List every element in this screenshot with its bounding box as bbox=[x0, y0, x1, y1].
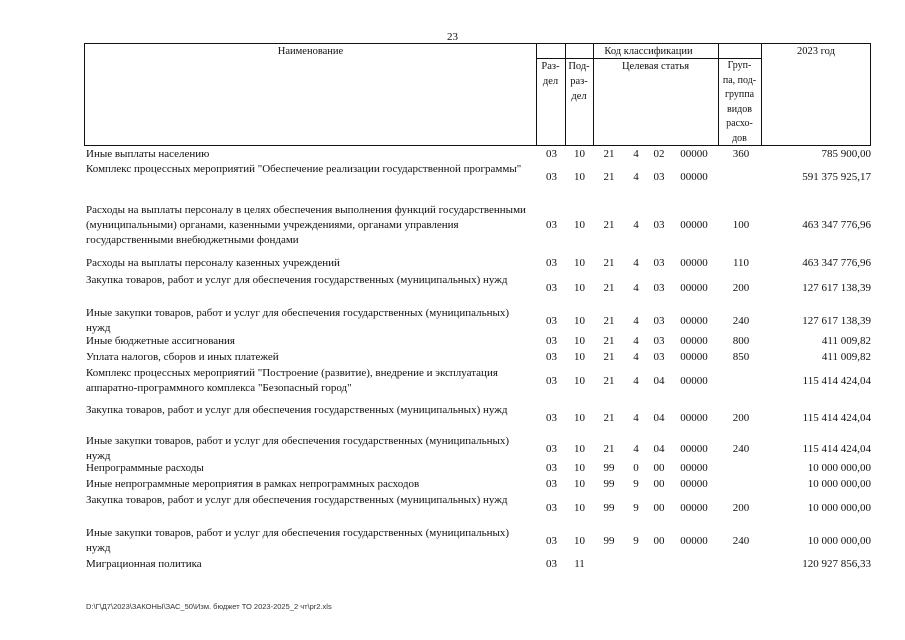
row-code-cs2: 4 bbox=[633, 148, 639, 160]
row-code-cs2: 9 bbox=[633, 501, 639, 514]
row-name: Иные закупки товаров, работ и услуг для обеспечения государственных (муниципальных) нужд bbox=[86, 435, 510, 462]
row-code-cs1: 21 bbox=[603, 351, 615, 363]
row-code-rz: 03 bbox=[546, 257, 557, 269]
page-number: 23 bbox=[447, 31, 458, 43]
table-row bbox=[86, 256, 871, 271]
row-amount: 463 347 776,96 bbox=[802, 219, 871, 231]
row-code-cs2: 9 bbox=[633, 534, 639, 547]
row-code-cs1: 21 bbox=[603, 170, 615, 183]
row-code-rz: 03 bbox=[546, 351, 557, 363]
row-amount: 10 000 000,00 bbox=[807, 534, 871, 547]
row-code-pr: 10 bbox=[574, 281, 585, 294]
row-code-vr: 800 bbox=[732, 335, 750, 347]
row-code-cs3: 03 bbox=[653, 281, 665, 294]
row-code-cs4: 00000 bbox=[680, 411, 708, 424]
row-amount: 120 927 856,33 bbox=[802, 558, 871, 570]
row-code-cs4: 00000 bbox=[680, 534, 708, 547]
row-amount: 411 009,82 bbox=[821, 351, 871, 363]
row-name: Закупка товаров, работ и услуг для обеспечения государственных (муниципальных) нужд bbox=[86, 404, 508, 416]
row-code-pr: 10 bbox=[574, 534, 585, 547]
row-code-rz: 03 bbox=[546, 462, 557, 474]
row-code-cs3: 03 bbox=[653, 257, 665, 269]
row-code-pr: 10 bbox=[574, 335, 585, 347]
row-code-cs4: 00000 bbox=[680, 148, 708, 160]
table-row bbox=[86, 526, 871, 556]
row-code-cs4: 00000 bbox=[680, 462, 708, 474]
table-row bbox=[86, 350, 871, 365]
file-path: D:\Г\Д7\2023\ЗАКОНЫ\ЗАС_50\Изм. бюджет ТО 2023-2025_2 чт\pr2.xls bbox=[86, 602, 332, 611]
row-code-rz: 03 bbox=[546, 148, 557, 160]
row-code-cs1: 99 bbox=[603, 534, 615, 547]
row-code-cs1: 21 bbox=[603, 148, 615, 160]
row-name: Непрограммные расходы bbox=[86, 462, 204, 474]
row-code-cs3: 00 bbox=[653, 501, 665, 514]
header-name: Наименование bbox=[277, 46, 344, 57]
row-code-cs4: 00000 bbox=[680, 170, 708, 183]
row-code-cs3: 00 bbox=[653, 534, 665, 547]
row-code-cs4: 00000 bbox=[680, 351, 708, 363]
row-code-pr: 10 bbox=[574, 170, 585, 183]
row-code-rz: 03 bbox=[546, 478, 557, 490]
table-row bbox=[86, 493, 871, 523]
row-code-pr: 10 bbox=[574, 411, 585, 424]
table-row bbox=[86, 366, 871, 396]
row-code-vr: 200 bbox=[732, 281, 750, 294]
header-section: Раз- дел bbox=[541, 61, 560, 87]
row-name: Комплекс процессных мероприятий "Построение (развитие), внедрение и эксплуатация аппаратно-программного комплекса "Безопасный город" bbox=[86, 367, 498, 394]
table-row bbox=[86, 477, 871, 492]
row-amount: 591 375 925,17 bbox=[802, 170, 871, 183]
row-code-cs4: 00000 bbox=[680, 478, 708, 490]
row-amount: 411 009,82 bbox=[821, 335, 871, 347]
row-code-rz: 03 bbox=[546, 501, 557, 514]
row-code-cs3: 03 bbox=[653, 219, 665, 231]
row-code-cs1: 99 bbox=[603, 501, 615, 514]
row-name: Иные закупки товаров, работ и услуг для обеспечения государственных (муниципальных) нужд bbox=[86, 307, 510, 334]
row-code-pr: 10 bbox=[574, 314, 585, 327]
row-code-cs4: 00000 bbox=[680, 257, 708, 269]
row-amount: 463 347 776,96 bbox=[802, 257, 871, 269]
row-amount: 10 000 000,00 bbox=[807, 478, 871, 490]
row-code-pr: 10 bbox=[574, 374, 585, 387]
row-name: Закупка товаров, работ и услуг для обеспечения государственных (муниципальных) нужд bbox=[86, 494, 508, 506]
header-year: 2023 год bbox=[797, 46, 835, 57]
row-code-vr: 100 bbox=[732, 219, 750, 231]
row-code-cs4: 00000 bbox=[680, 501, 708, 514]
row-code-cs1: 21 bbox=[603, 411, 615, 424]
row-code-cs2: 9 bbox=[633, 478, 639, 490]
row-code-cs2: 4 bbox=[633, 374, 639, 387]
row-code-cs1: 99 bbox=[603, 478, 615, 490]
row-code-rz: 03 bbox=[546, 314, 557, 327]
row-code-cs1: 21 bbox=[603, 314, 615, 327]
row-code-cs3: 00 bbox=[653, 462, 665, 474]
table-row bbox=[86, 403, 871, 433]
row-code-pr: 10 bbox=[574, 442, 585, 455]
row-amount: 115 414 424,04 bbox=[802, 374, 871, 387]
row-code-pr: 10 bbox=[574, 219, 585, 231]
table-row bbox=[86, 461, 871, 476]
row-code-cs3: 04 bbox=[653, 374, 665, 387]
row-code-cs2: 4 bbox=[633, 351, 639, 363]
row-code-cs2: 4 bbox=[633, 442, 639, 455]
row-code-cs2: 4 bbox=[633, 335, 639, 347]
row-code-rz: 03 bbox=[546, 558, 557, 570]
row-code-cs1: 21 bbox=[603, 281, 615, 294]
row-name: Иные бюджетные ассигнования bbox=[86, 335, 235, 347]
row-name: Иные закупки товаров, работ и услуг для обеспечения государственных (муниципальных) нужд bbox=[86, 527, 510, 554]
row-code-cs3: 02 bbox=[653, 148, 665, 160]
row-amount: 785 900,00 bbox=[821, 148, 871, 160]
row-code-vr: 200 bbox=[732, 411, 750, 424]
header-classification: Код классификации bbox=[604, 46, 693, 57]
row-code-cs4: 00000 bbox=[680, 281, 708, 294]
row-code-pr: 10 bbox=[574, 462, 585, 474]
row-code-rz: 03 bbox=[546, 442, 557, 455]
row-code-cs1: 21 bbox=[603, 442, 615, 455]
row-code-vr: 850 bbox=[732, 351, 750, 363]
table-row bbox=[86, 434, 871, 464]
row-amount: 115 414 424,04 bbox=[802, 411, 871, 424]
row-code-rz: 03 bbox=[546, 374, 557, 387]
row-code-vr: 240 bbox=[732, 442, 750, 455]
row-code-cs3: 00 bbox=[653, 478, 665, 490]
row-name: Миграционная политика bbox=[86, 558, 202, 570]
table-row bbox=[86, 273, 871, 303]
row-amount: 10 000 000,00 bbox=[807, 501, 871, 514]
row-name: Расходы на выплаты персоналу казенных учреждений bbox=[86, 257, 340, 269]
row-code-cs3: 04 bbox=[653, 442, 665, 455]
row-name: Закупка товаров, работ и услуг для обеспечения государственных (муниципальных) нужд bbox=[86, 274, 508, 286]
row-code-cs4: 00000 bbox=[680, 335, 708, 347]
row-code-rz: 03 bbox=[546, 170, 557, 183]
row-code-cs1: 99 bbox=[603, 462, 615, 474]
table-header bbox=[84, 43, 871, 146]
row-code-cs2: 4 bbox=[633, 257, 639, 269]
row-code-rz: 03 bbox=[546, 534, 557, 547]
row-name: Иные выплаты населению bbox=[86, 148, 210, 160]
row-code-pr: 10 bbox=[574, 257, 585, 269]
row-code-cs2: 4 bbox=[633, 281, 639, 294]
table-row bbox=[86, 334, 871, 349]
row-code-cs4: 00000 bbox=[680, 219, 708, 231]
row-code-cs2: 4 bbox=[633, 219, 639, 231]
row-code-cs1: 21 bbox=[603, 335, 615, 347]
row-code-vr: 240 bbox=[732, 314, 750, 327]
row-code-vr: 200 bbox=[732, 501, 750, 514]
row-code-cs4: 00000 bbox=[680, 374, 708, 387]
row-name: Комплекс процессных мероприятий "Обеспечение реализации государственной программы" bbox=[86, 163, 522, 175]
table-row bbox=[86, 306, 871, 336]
header-group: Груп- па, под- группа видов расхо- дов bbox=[722, 60, 757, 144]
row-code-cs2: 4 bbox=[633, 170, 639, 183]
row-code-rz: 03 bbox=[546, 219, 557, 231]
table-row bbox=[86, 147, 871, 162]
row-code-vr: 360 bbox=[732, 148, 750, 160]
table-row bbox=[86, 203, 871, 248]
row-code-cs2: 0 bbox=[633, 462, 639, 474]
row-amount: 115 414 424,04 bbox=[802, 442, 871, 455]
table-row bbox=[86, 557, 871, 572]
header-target: Целевая статья bbox=[621, 61, 690, 72]
row-code-cs4: 00000 bbox=[680, 314, 708, 327]
row-code-vr: 240 bbox=[732, 534, 750, 547]
row-code-rz: 03 bbox=[546, 335, 557, 347]
row-code-vr: 110 bbox=[732, 257, 750, 269]
row-code-rz: 03 bbox=[546, 281, 557, 294]
row-name: Иные непрограммные мероприятия в рамках непрограммных расходов bbox=[86, 478, 420, 490]
row-code-cs1: 21 bbox=[603, 374, 615, 387]
row-code-cs1: 21 bbox=[603, 219, 615, 231]
row-amount: 127 617 138,39 bbox=[802, 281, 871, 294]
row-amount: 127 617 138,39 bbox=[802, 314, 871, 327]
row-code-cs2: 4 bbox=[633, 314, 639, 327]
row-code-cs3: 03 bbox=[653, 314, 665, 327]
row-code-cs3: 03 bbox=[653, 335, 665, 347]
row-code-cs3: 03 bbox=[653, 351, 665, 363]
row-code-pr: 11 bbox=[574, 558, 585, 570]
row-code-cs3: 03 bbox=[653, 170, 665, 183]
header-subsection: Под- раз- дел bbox=[568, 61, 590, 102]
row-amount: 10 000 000,00 bbox=[807, 462, 871, 474]
table-row bbox=[86, 162, 871, 192]
row-code-cs3: 04 bbox=[653, 411, 665, 424]
row-code-cs1: 21 bbox=[603, 257, 615, 269]
row-code-pr: 10 bbox=[574, 148, 585, 160]
row-name: Уплата налогов, сборов и иных платежей bbox=[86, 351, 279, 363]
row-code-pr: 10 bbox=[574, 501, 585, 514]
row-code-pr: 10 bbox=[574, 478, 585, 490]
row-code-pr: 10 bbox=[574, 351, 585, 363]
row-code-rz: 03 bbox=[546, 411, 557, 424]
row-code-cs2: 4 bbox=[633, 411, 639, 424]
row-code-cs4: 00000 bbox=[680, 442, 708, 455]
row-name: Расходы на выплаты персоналу в целях обеспечения выполнения функций государственными (муниципальными) органами, казенными учреждениями, органами управления государственными внебюджетными фондами bbox=[86, 204, 526, 246]
